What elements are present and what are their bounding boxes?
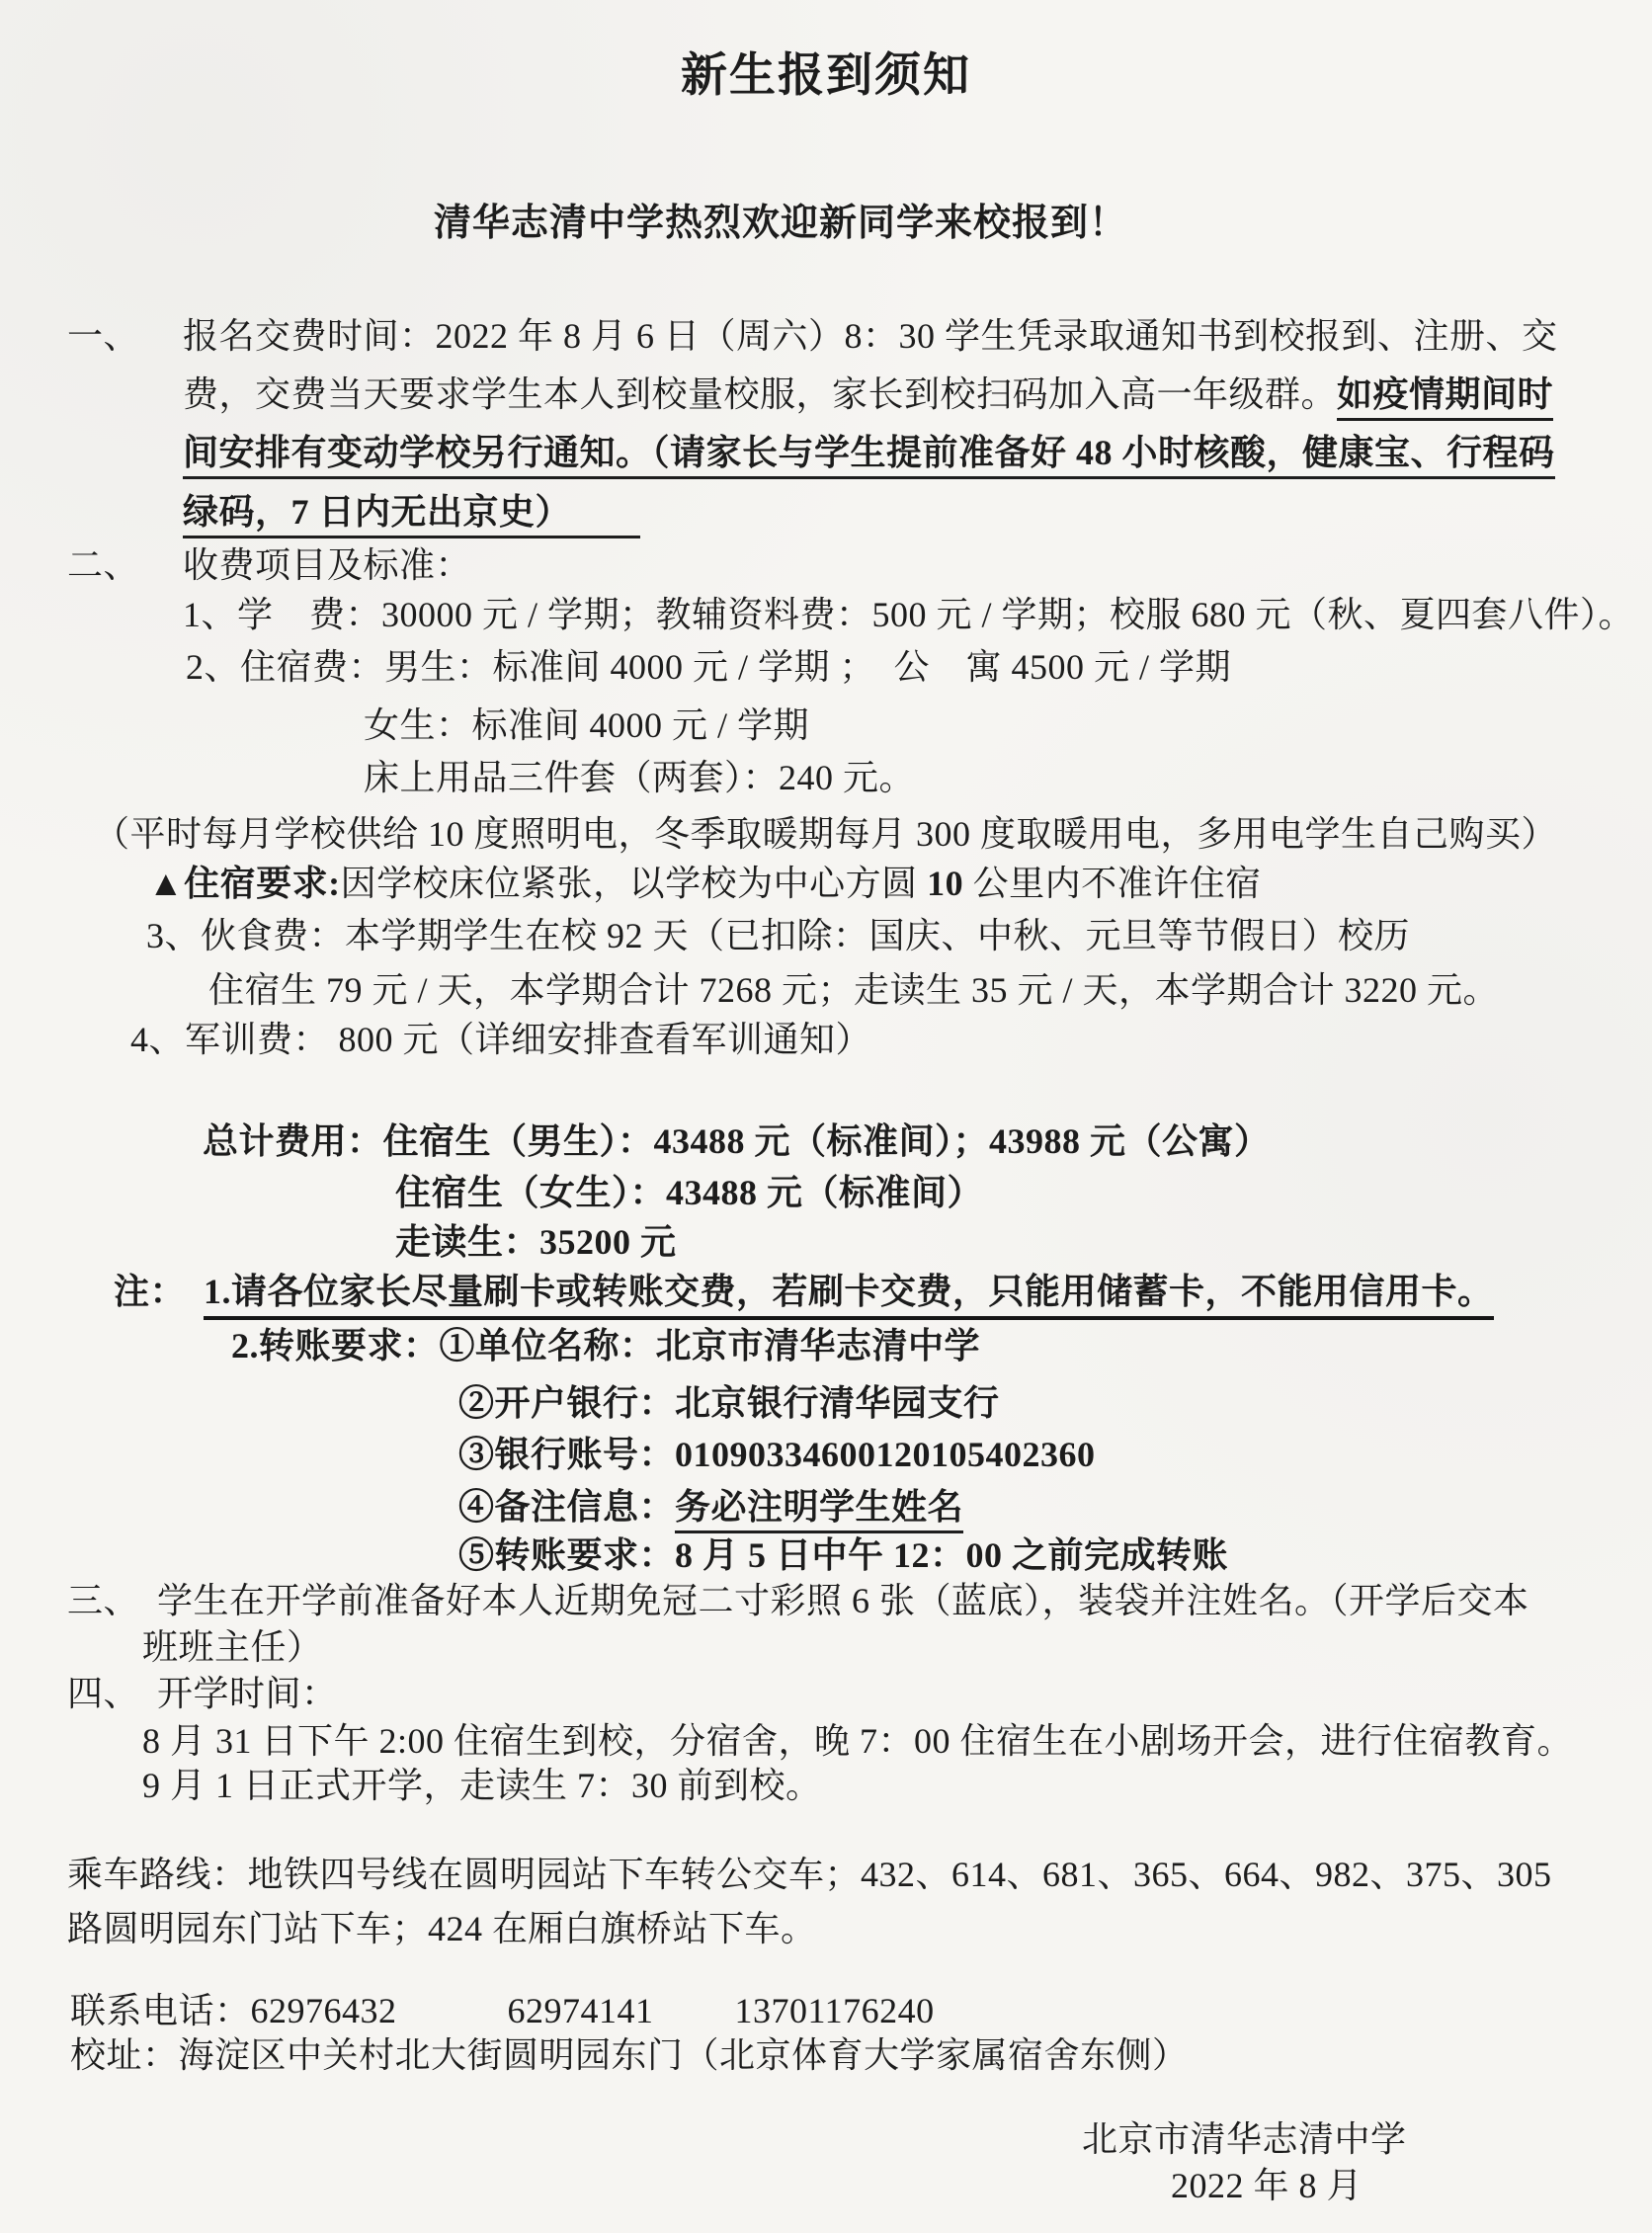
fee-item-meals: 3、伙食费：本学期学生在校 92 天（已扣除：国庆、中秋、元旦等节假日）校历: [146, 916, 1411, 955]
sec4-heading: 开学时间：: [157, 1674, 338, 1713]
route-line1: 乘车路线：地铁四号线在圆明园站下车转公交车；432、614、681、365、664、982、375、305: [67, 1855, 1552, 1894]
transfer-memo-value: 务必注明学生姓名: [675, 1487, 963, 1533]
phone-number-2: 62974141: [507, 1991, 654, 2030]
sec4-line2: 9 月 1 日正式开学，走读生 7：30 前到校。: [142, 1766, 822, 1805]
sec2-marker: 二、: [67, 545, 140, 585]
signature-date: 2022 年 8 月: [1171, 2166, 1363, 2205]
sec1-line4: [183, 490, 640, 535]
sec1-line1-text: 报名交费时间：2022 年 8 月 6 日（周六）8：30 学生凭录取通知书到校报到、注册、交: [183, 316, 1558, 356]
page-subtitle: 清华志清中学热烈欢迎新同学来校报到！: [433, 203, 1127, 244]
transfer-deadline: ⑤转账要求：8 月 5 日中午 12：00 之前完成转账: [458, 1535, 1229, 1575]
sec3-line1: [67, 1579, 1529, 1623]
total-line-day-students: 走读生：35200 元: [395, 1222, 677, 1262]
sec4-line1: 8 月 31 日下午 2:00 住宿生到校，分宿舍，晚 7：00 住宿生在小剧场开会，进行住宿教育。: [142, 1721, 1574, 1761]
total-line-girls: 住宿生（女生）：43488 元（标准间）: [395, 1173, 984, 1212]
sec3-marker: 三、: [67, 1581, 140, 1620]
sec1-line1: [67, 314, 1558, 359]
total-line-boys: 总计费用：住宿生（男生）：43488 元（标准间）；43988 元（公寓）: [203, 1121, 1271, 1161]
dorm-requirement-line: [148, 862, 1262, 906]
sec4-heading-line: [67, 1672, 338, 1716]
fee-item-military: 4、军训费： 800 元（详细安排查看军训通知）: [130, 1020, 872, 1059]
transfer-memo-line: [458, 1485, 963, 1530]
page-title: 新生报到须知: [681, 50, 971, 102]
address-line: 校址：海淀区中关村北大街圆明园东门（北京体育大学家属宿舍东侧）: [70, 2035, 1189, 2075]
phone-number-3: 13701176240: [734, 1991, 935, 2030]
signature-school: 北京市清华志清中学: [1082, 2119, 1407, 2159]
sec1-line3-emphasis: 间安排有变动学校另行通知。（请家长与学生提前准备好 48 小时核酸，健康宝、行程码: [183, 433, 1555, 479]
sec2-heading: 收费项目及标准：: [183, 545, 472, 585]
sec1-line2: [183, 372, 1553, 417]
fee-item-meals-detail: 住宿生 79 元 / 天，本学期合计 7268 元；走读生 35 元 / 天，本学期合计 3220 元。: [208, 970, 1500, 1010]
dorm-requirement-distance: 10: [927, 864, 964, 903]
contact-label: 联系电话：: [70, 1991, 251, 2030]
transfer-account-number: ③银行账号：01090334600120105402360: [458, 1435, 1096, 1474]
sec1-line2-emphasis: 如疫情期间时: [1337, 374, 1553, 421]
note-payment-rule: 1.请各位家长尽量刷卡或转账交费，若刷卡交费，只能用储蓄卡，不能用信用卡。: [204, 1272, 1494, 1320]
fee-item-dorm: 2、住宿费：男生：标准间 4000 元 / 学期 ； 公 寓 4500 元 / 学期: [186, 647, 1232, 687]
fee-item-tuition: 1、学 费：30000 元 / 学期；教辅资料费：500 元 / 学期；校服 680 元（秋、夏四套八件）。: [183, 595, 1635, 634]
sec4-marker: 四、: [67, 1674, 140, 1713]
sec3-line2: 班班主任）: [142, 1627, 323, 1667]
dorm-requirement-text-a: 因学校床位紧张，以学校为中心方圆: [340, 864, 928, 903]
fee-item-bedding: 床上用品三件套（两套）：240 元。: [364, 758, 916, 797]
route-line2: 路圆明园东门站下车；424 在厢白旗桥站下车。: [67, 1909, 817, 1948]
sec1-line4-emphasis: 绿码，7 日内无出京史）: [183, 492, 640, 538]
transfer-company-name: 2.转账要求：①单位名称：北京市清华志清中学: [231, 1326, 981, 1365]
contact-line: [70, 1989, 935, 2033]
phone-number-1: 62976432: [250, 1991, 397, 2030]
transfer-bank: ②开户银行：北京银行清华园支行: [458, 1383, 1000, 1423]
dorm-requirement-text-b: 公里内不准许住宿: [963, 864, 1262, 903]
note-marker: 注：: [114, 1272, 187, 1311]
electricity-note: （平时每月学校供给 10 度照明电，冬季取暖期每月 300 度取暖用电，多用电学生自己购买）: [94, 814, 1558, 854]
sec1-line3: [183, 431, 1555, 475]
sec3-line1-text: 学生在开学前准备好本人近期免冠二寸彩照 6 张（蓝底），装袋并注姓名。（开学后交本: [157, 1581, 1529, 1620]
sec1-marker: 一、: [67, 316, 140, 356]
sec1-line2-text: 费，交费当天要求学生本人到校量校服，家长到校扫码加入高一年级群。: [183, 374, 1338, 414]
transfer-memo-label: ④备注信息：: [458, 1487, 676, 1527]
note-line1: [114, 1270, 1494, 1314]
dorm-requirement-label: ▲住宿要求:: [148, 864, 341, 903]
sec2-heading-line: [67, 543, 471, 588]
fee-item-dorm-girls: 女生：标准间 4000 元 / 学期: [364, 705, 810, 745]
